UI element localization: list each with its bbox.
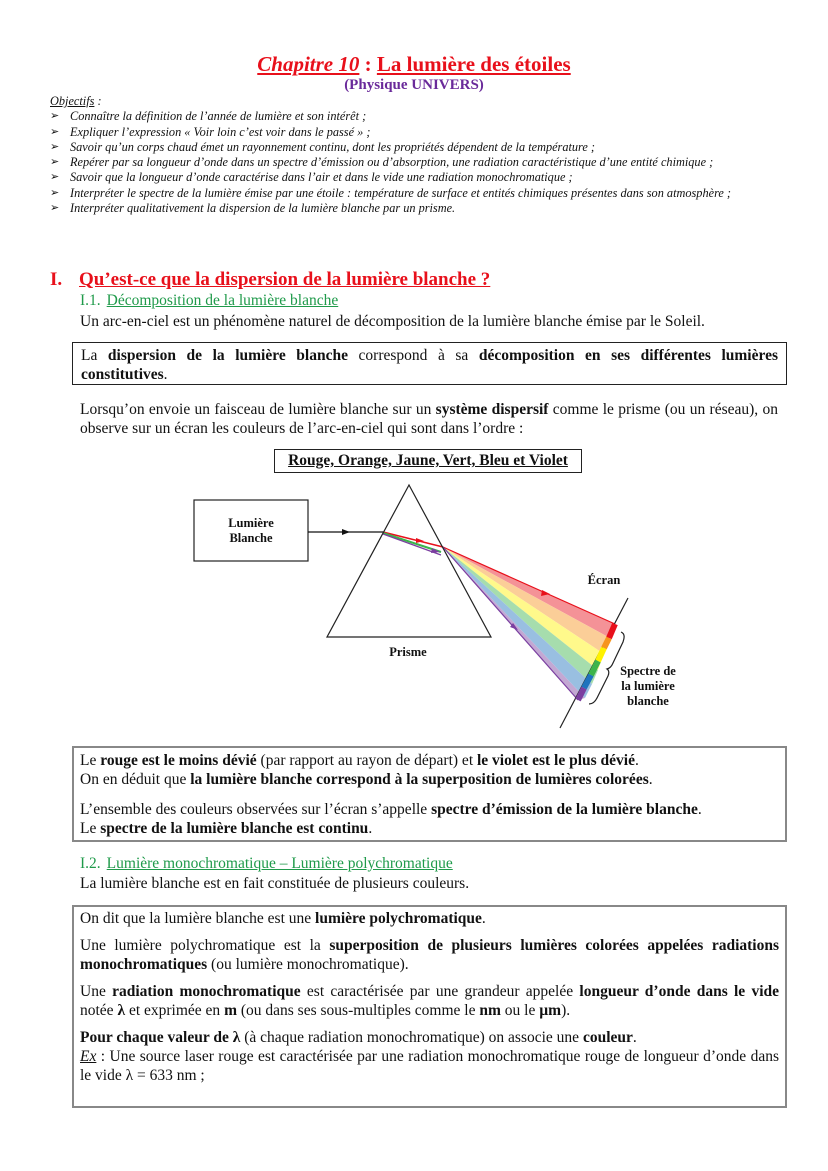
chapter-title	[0, 52, 828, 76]
bold-text: m	[224, 1002, 237, 1019]
bold-text: le violet est le plus dévié	[477, 752, 635, 769]
objectives-block	[50, 94, 780, 216]
label-line: blanche	[627, 694, 669, 708]
bold-text: Pour chaque valeur de λ	[80, 1029, 241, 1046]
text: Le	[80, 752, 101, 769]
bold-text: système dispersif	[435, 401, 549, 418]
objective-text: Expliquer l’expression « Voir loin c’est voir dans le passé » ;	[70, 124, 371, 139]
text: On en déduit que	[80, 771, 191, 788]
spectrum-label	[610, 664, 686, 709]
text: ou le	[500, 1002, 540, 1019]
lambda-symbol: λ	[117, 1002, 126, 1019]
text: Le	[80, 820, 101, 837]
prism-label: Prisme	[389, 645, 427, 659]
text: : Une source laser rouge est caractérisée par une radiation monochromatique rouge de longueur d’onde dans le vide λ = 633 nm ;	[80, 1048, 779, 1084]
chapter-number: Chapitre 10	[257, 52, 360, 76]
arrow-bullet-icon: ➢	[50, 186, 60, 199]
text: On dit que la lumière blanche est une	[80, 910, 316, 927]
label-line: Lumière	[228, 516, 274, 530]
bold-text: spectre de la lumière blanche est continu	[100, 820, 369, 837]
text: notée	[80, 1002, 118, 1019]
subsection-heading-1	[80, 292, 338, 310]
text: (à chaque radiation monochromatique) on associe une	[240, 1029, 583, 1046]
objective-item	[50, 201, 780, 216]
text: .	[635, 752, 639, 769]
bold-text: rouge est le moins dévié	[100, 752, 257, 769]
arrow-bullet-icon: ➢	[50, 125, 60, 138]
text: comme le prisme (ou un réseau), on observe sur un écran les couleurs de l’arc-en-ciel qui sont dans l’ordre :	[80, 401, 778, 437]
text: .	[163, 366, 168, 383]
arrow-bullet-icon: ➢	[50, 202, 60, 215]
objective-item	[50, 125, 780, 140]
label-line: Spectre de	[620, 664, 676, 678]
text: et exprimée en	[125, 1002, 225, 1019]
screen-label: Écran	[587, 573, 621, 587]
chapter-subtitle: (Physique UNIVERS)	[344, 77, 484, 93]
subsection-heading-2	[80, 855, 453, 873]
bold-text: décomposition en ses différentes lumières constitutives	[81, 347, 778, 383]
arrow-bullet-icon: ➢	[50, 110, 60, 123]
text: L’ensemble des couleurs observées sur l’écran s’appelle	[80, 801, 432, 818]
objective-text: Interpréter qualitativement la dispersion de la lumière blanche par un prisme.	[70, 201, 456, 216]
objective-text: Savoir qu’un corps chaud émet un rayonnement continu, dont les propriétés dépendent de la température ;	[70, 139, 596, 154]
label-line: la lumière	[621, 679, 675, 693]
objective-item	[50, 140, 780, 155]
bold-text: spectre d’émission de la lumière blanche	[431, 801, 698, 818]
prism-dispersion-diagram	[180, 480, 700, 740]
bold-text: µm	[539, 1002, 562, 1019]
white-light-intro: La lumière blanche est en fait constituée de plusieurs couleurs.	[80, 875, 470, 892]
light-source-label	[210, 516, 292, 546]
arrow-bullet-icon: ➢	[50, 140, 60, 153]
text: (ou lumière monochromatique).	[207, 956, 409, 973]
bold-text: radiation monochromatique	[112, 983, 301, 1000]
text: La	[81, 347, 108, 364]
arrow-bullet-icon: ➢	[50, 156, 60, 169]
subsection-number: I.1.	[80, 292, 101, 309]
objective-item	[50, 186, 780, 201]
bold-text: longueur d’onde dans le vide	[579, 983, 779, 1000]
title-separator: :	[359, 52, 377, 76]
rainbow-intro: Un arc-en-ciel est un phénomène naturel de décomposition de la lumière blanche émise par le Soleil.	[80, 313, 705, 330]
objective-item	[50, 170, 780, 185]
example-label: Ex	[80, 1048, 97, 1065]
text: (par rapport au rayon de départ) et	[256, 752, 477, 769]
bold-text: dispersion de la lumière blanche	[107, 347, 348, 364]
monochromatic-definition-box	[72, 905, 787, 1108]
dispersion-conclusion-box	[72, 746, 787, 842]
text: .	[648, 771, 653, 788]
section-heading	[50, 269, 490, 291]
chapter-name: La lumière des étoiles	[376, 52, 571, 76]
dispersive-system-paragraph	[80, 400, 778, 438]
label-line: Blanche	[229, 531, 273, 545]
objectives-heading: Objectifs	[50, 94, 95, 108]
text: (ou dans ses sous-multiples comme le	[236, 1002, 480, 1019]
text: .	[632, 1029, 637, 1046]
dispersion-definition-box	[72, 342, 787, 385]
text: ).	[561, 1002, 571, 1019]
text: est caractérisée par une grandeur appelée	[300, 983, 580, 1000]
objectives-list	[50, 109, 780, 216]
objective-text: Interpréter le spectre de la lumière émise par une étoile : température de surface et entités chimiques présentes dans son atmosphère ;	[70, 185, 732, 200]
text: .	[481, 910, 486, 927]
objective-item	[50, 109, 780, 124]
text: .	[697, 801, 702, 818]
bold-text: couleur	[582, 1029, 633, 1046]
bold-text: lumière polychromatique	[315, 910, 482, 927]
objectives-heading-suffix: :	[94, 94, 102, 108]
objective-text: Connaître la définition de l’année de lumière et son intérêt ;	[70, 109, 367, 124]
bold-text: la lumière blanche correspond à la superposition de lumières colorées	[190, 771, 649, 788]
subsection-number: I.2.	[80, 855, 101, 872]
objective-text: Savoir que la longueur d’onde caractérise dans l’air et dans le vide une radiation monochromatique ;	[70, 170, 573, 185]
objective-item	[50, 155, 780, 170]
text: Une	[80, 983, 113, 1000]
subsection-title: Lumière monochromatique – Lumière polychromatique	[106, 855, 453, 872]
text: Une lumière polychromatique est la	[80, 937, 330, 954]
text: Lorsqu’on envoie un faisceau de lumière blanche sur un	[80, 401, 436, 418]
section-title: Qu’est-ce que la dispersion de la lumière blanche ?	[79, 269, 491, 290]
section-number: I.	[50, 269, 63, 290]
text: .	[368, 820, 373, 837]
text: correspond à sa	[347, 347, 479, 364]
bold-text: nm	[479, 1002, 501, 1019]
subsection-title: Décomposition de la lumière blanche	[106, 292, 339, 309]
colors-order-box: Rouge, Orange, Jaune, Vert, Bleu et Violet	[274, 449, 582, 473]
arrow-bullet-icon: ➢	[50, 171, 60, 184]
bold-text: superposition de plusieurs lumières colorées appelées radiations monochromatiques	[80, 937, 780, 973]
objective-text: Repérer par sa longueur d’onde dans un spectre d’émission ou d’absorption, une radiation caractéristique d’une entité chimique ;	[70, 155, 714, 170]
